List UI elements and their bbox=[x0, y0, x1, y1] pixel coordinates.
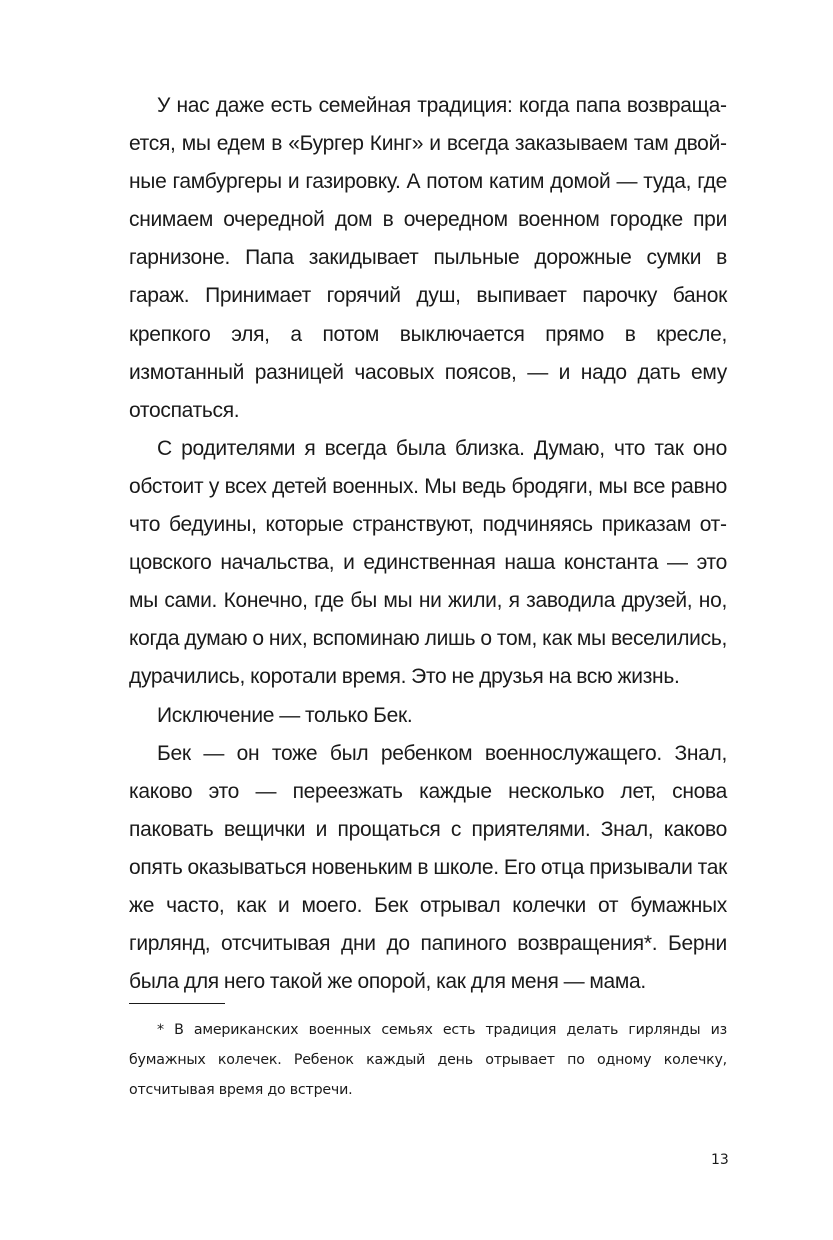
paragraph-2: С родителями я всегда была близка. Думаю, что так оно обстоит у всех детей военных. Мы ведь бродяги, мы все равно что бедуины, которые странствуют, подчиняясь приказам отцовского начальства, и единственная наша константа — это мы сами. Конечно, где бы мы ни жили, я заводила друзей, но, когда думаю о них, вспоминаю лишь о том, как мы веселились, дурачились, коротали время. Это не друзья на всю жизнь. bbox=[129, 436, 727, 689]
paragraph-4: Бек — он тоже был ребенком военнослужащего. Знал, каково это — переезжать каждые несколько лет, снова паковать вещички и прощаться с приятелями. Знал, каково опять оказываться новеньким в школе. Его отца призывали так же часто, как и моего. Бек отрывал колечки от бумажных гирлянд, отсчитывая дни до папиного возвращения*. Берни была для него такой же опорой, как для меня — мама. bbox=[129, 741, 727, 994]
page-number: 13 bbox=[711, 1152, 729, 1168]
footnote: * В американских военных семьях есть традиция делать гирлянды из бумажных колечек. Ребенок каждый день отрывает по одному колечку, отсчитывая время до встречи. bbox=[129, 1022, 727, 1098]
main-text bbox=[129, 87, 727, 1001]
paragraph-1: У нас даже есть семейная традиция: когда папа возвращается, мы едем в «Бургер Кинг» и всегда заказываем там двойные гамбургеры и газировку. А потом катим домой — туда, где снимаем очередной дом в очередном военном городке при гарнизоне. Папа закидывает пыльные дорожные сумки в гараж. Принимает горячий душ, выпивает парочку банок крепкого эля, а потом выключается прямо в кресле, измотанный разницей часовых поясов, — и надо дать ему отоспаться. bbox=[129, 94, 727, 422]
footnote-divider bbox=[129, 1003, 225, 1004]
paragraph-3: Исключение — только Бек. bbox=[157, 703, 413, 727]
